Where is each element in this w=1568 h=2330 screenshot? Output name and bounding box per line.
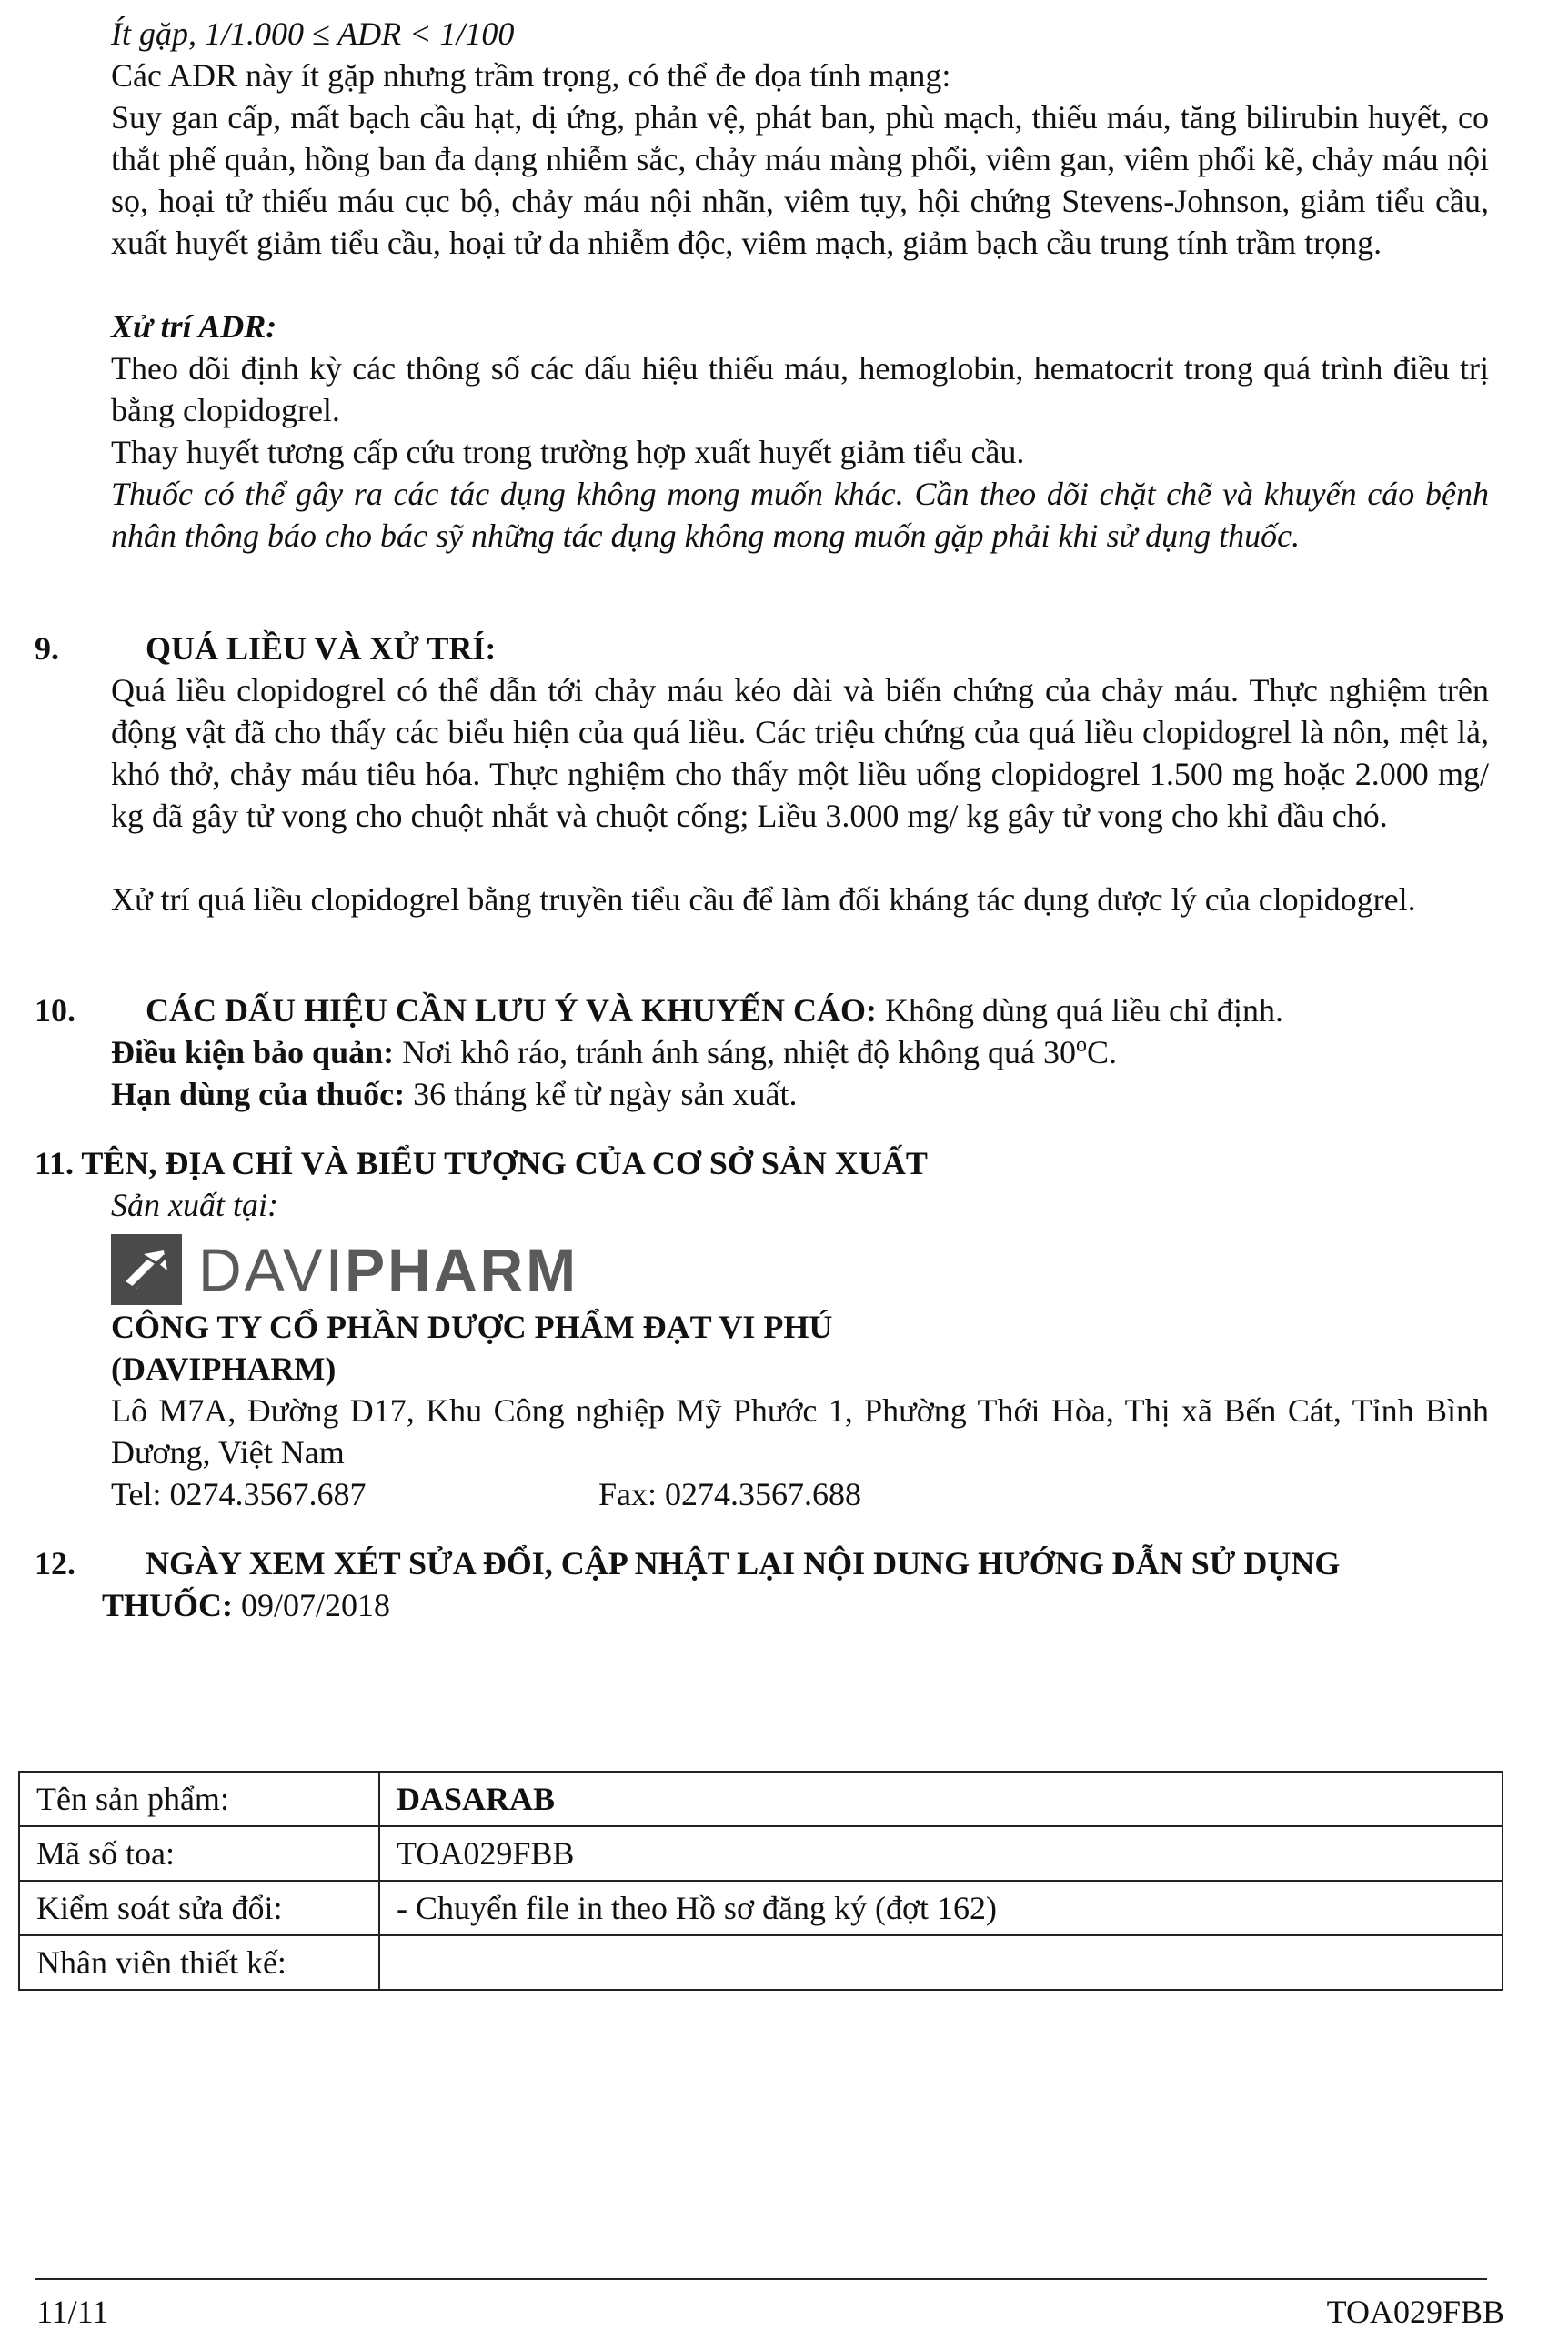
section-10-title: CÁC DẤU HIỆU CẦN LƯU Ý VÀ KHUYẾN CÁO: xyxy=(146,992,878,1029)
adr-rare-list: Suy gan cấp, mất bạch cầu hạt, dị ứng, phản vệ, phát ban, phù mạch, thiếu máu, tăng bilirubin huyết, co thắt phế quản, hồng ban đa dạng nhiễm sắc, chảy máu màng phổi, viêm gan, viêm phổi kẽ, chảy máu nội sọ, hoại tử thiếu máu cục bộ, chảy máu nội nhãn, viêm tụy, hội chứng Stevens-Johnson, giảm tiểu cầu, xuất huyết giảm tiểu cầu, hoại tử da nhiễm độc, viêm mạch, giảm bạch cầu trung tính trầm trọng. xyxy=(111,99,1489,261)
storage-condition xyxy=(111,1031,1489,1073)
table-cell-label: Tên sản phẩm: xyxy=(19,1772,379,1826)
table-cell-value: DASARAB xyxy=(379,1772,1503,1826)
company-tel: Tel: 0274.3567.687 xyxy=(111,1476,367,1512)
table-cell-label: Kiểm soát sửa đổi: xyxy=(19,1881,379,1935)
davipharm-logo xyxy=(111,1234,657,1305)
logo-text-a: DAVI xyxy=(198,1236,346,1303)
company-address: Lô M7A, Đường D17, Khu Công nghiệp Mỹ Phước 1, Phường Thới Hòa, Thị xã Bến Cát, Tỉnh Bình Dương, Việt Nam xyxy=(111,1392,1489,1471)
section-9-paragraph-2: Xử trí quá liều clopidogrel bằng truyền tiểu cầu để làm đối kháng tác dụng dược lý của clopidogrel. xyxy=(111,881,1416,918)
shelf-value: 36 tháng kể từ ngày sản xuất. xyxy=(405,1076,798,1112)
section-12-title-line-2 xyxy=(102,1584,1466,1626)
product-info-table xyxy=(18,1771,1503,1991)
table-cell-label: Mã số toa: xyxy=(19,1826,379,1881)
table-row xyxy=(19,1881,1503,1935)
table-row xyxy=(19,1935,1503,1990)
davipharm-logo-icon xyxy=(111,1234,182,1305)
adr-management-text-2: Thay huyết tương cấp cứu trong trường hợp xuất huyết giảm tiểu cầu. xyxy=(111,434,1025,470)
company-fax: Fax: 0274.3567.688 xyxy=(598,1476,862,1512)
logo-text-b: PHARM xyxy=(345,1236,579,1303)
adr-management-text-1: Theo dõi định kỳ các thông số các dấu hiệu thiếu máu, hemoglobin, hematocrit trong quá trình điều trị bằng clopidogrel. xyxy=(111,350,1489,428)
table-cell-value: TOA029FBB xyxy=(379,1826,1503,1881)
table-cell-label: Nhân viên thiết kế: xyxy=(19,1935,379,1990)
davipharm-logo-text xyxy=(198,1236,579,1303)
adr-rare-heading: Ít gặp, 1/1.000 ≤ ADR < 1/100 xyxy=(111,15,515,52)
table-row xyxy=(19,1772,1503,1826)
shelf-life xyxy=(111,1073,1489,1115)
table-cell-value: - Chuyển file in theo Hồ sơ đăng ký (đợt 162) xyxy=(379,1881,1503,1935)
company-short-name: (DAVIPHARM) xyxy=(111,1351,337,1387)
section-9-paragraph-1: Quá liều clopidogrel có thể dẫn tới chảy máu kéo dài và biến chứng của chảy máu. Thực nghiệm trên động vật đã cho thấy các biểu hiện của quá liều. Các triệu chứng của quá liều clopidogrel là nôn, mệt lả, khó thở, chảy máu tiêu hóa. Thực nghiệm cho thấy một liều uống clopidogrel 1.500 mg hoặc 2.000 mg/ kg đã gây tử vong cho chuột nhắt và chuột cống; Liều 3.000 mg/ kg gây tử vong cho khỉ đầu chó. xyxy=(111,672,1489,834)
adr-rare-intro: Các ADR này ít gặp nhưng trầm trọng, có thể đe dọa tính mạng: xyxy=(111,57,951,94)
storage-label: Điều kiện bảo quản: xyxy=(111,1034,395,1070)
company-name: CÔNG TY CỔ PHẦN DƯỢC PHẨM ĐẠT VI PHÚ xyxy=(111,1309,833,1345)
section-12-title: NGÀY XEM XÉT SỬA ĐỔI, CẬP NHẬT LẠI NỘI DUNG HƯỚNG DẪN SỬ DỤNG xyxy=(146,1545,1341,1582)
storage-value: Nơi khô ráo, tránh ánh sáng, nhiệt độ không quá 30 xyxy=(394,1034,1077,1070)
section-12-title-2: THUỐC: xyxy=(102,1587,233,1623)
adr-notice: Thuốc có thể gây ra các tác dụng không mong muốn khác. Cần theo dõi chặt chẽ và khuyến cáo bệnh nhân thông báo cho bác sỹ những tác dụng không mong muốn gặp phải khi sử dụng thuốc. xyxy=(111,476,1489,554)
section-9-title: QUÁ LIỀU VÀ XỬ TRÍ: xyxy=(146,630,497,667)
footer-page-number: 11/11 xyxy=(36,2294,109,2330)
footer-document-code: TOA029FBB xyxy=(1326,2294,1504,2330)
storage-unit: C. xyxy=(1087,1034,1118,1070)
section-12-number: 12. xyxy=(35,1545,75,1582)
revision-date: 09/07/2018 xyxy=(233,1587,391,1623)
section-9-number: 9. xyxy=(35,630,59,667)
table-row xyxy=(19,1826,1503,1881)
adr-management-heading: Xử trí ADR: xyxy=(111,308,277,345)
footer-divider xyxy=(35,2278,1487,2280)
shelf-label: Hạn dùng của thuốc: xyxy=(111,1076,406,1112)
made-at-label: Sản xuất tại: xyxy=(111,1187,278,1223)
section-10-number: 10. xyxy=(35,992,75,1029)
section-10-title-value: Không dùng quá liều chỉ định. xyxy=(877,992,1283,1029)
table-cell-value xyxy=(379,1935,1503,1990)
storage-sup: o xyxy=(1076,1033,1088,1057)
section-11-title: 11. TÊN, ĐỊA CHỈ VÀ BIỂU TƯỢNG CỦA CƠ SỞ SẢN XUẤT xyxy=(35,1145,928,1181)
